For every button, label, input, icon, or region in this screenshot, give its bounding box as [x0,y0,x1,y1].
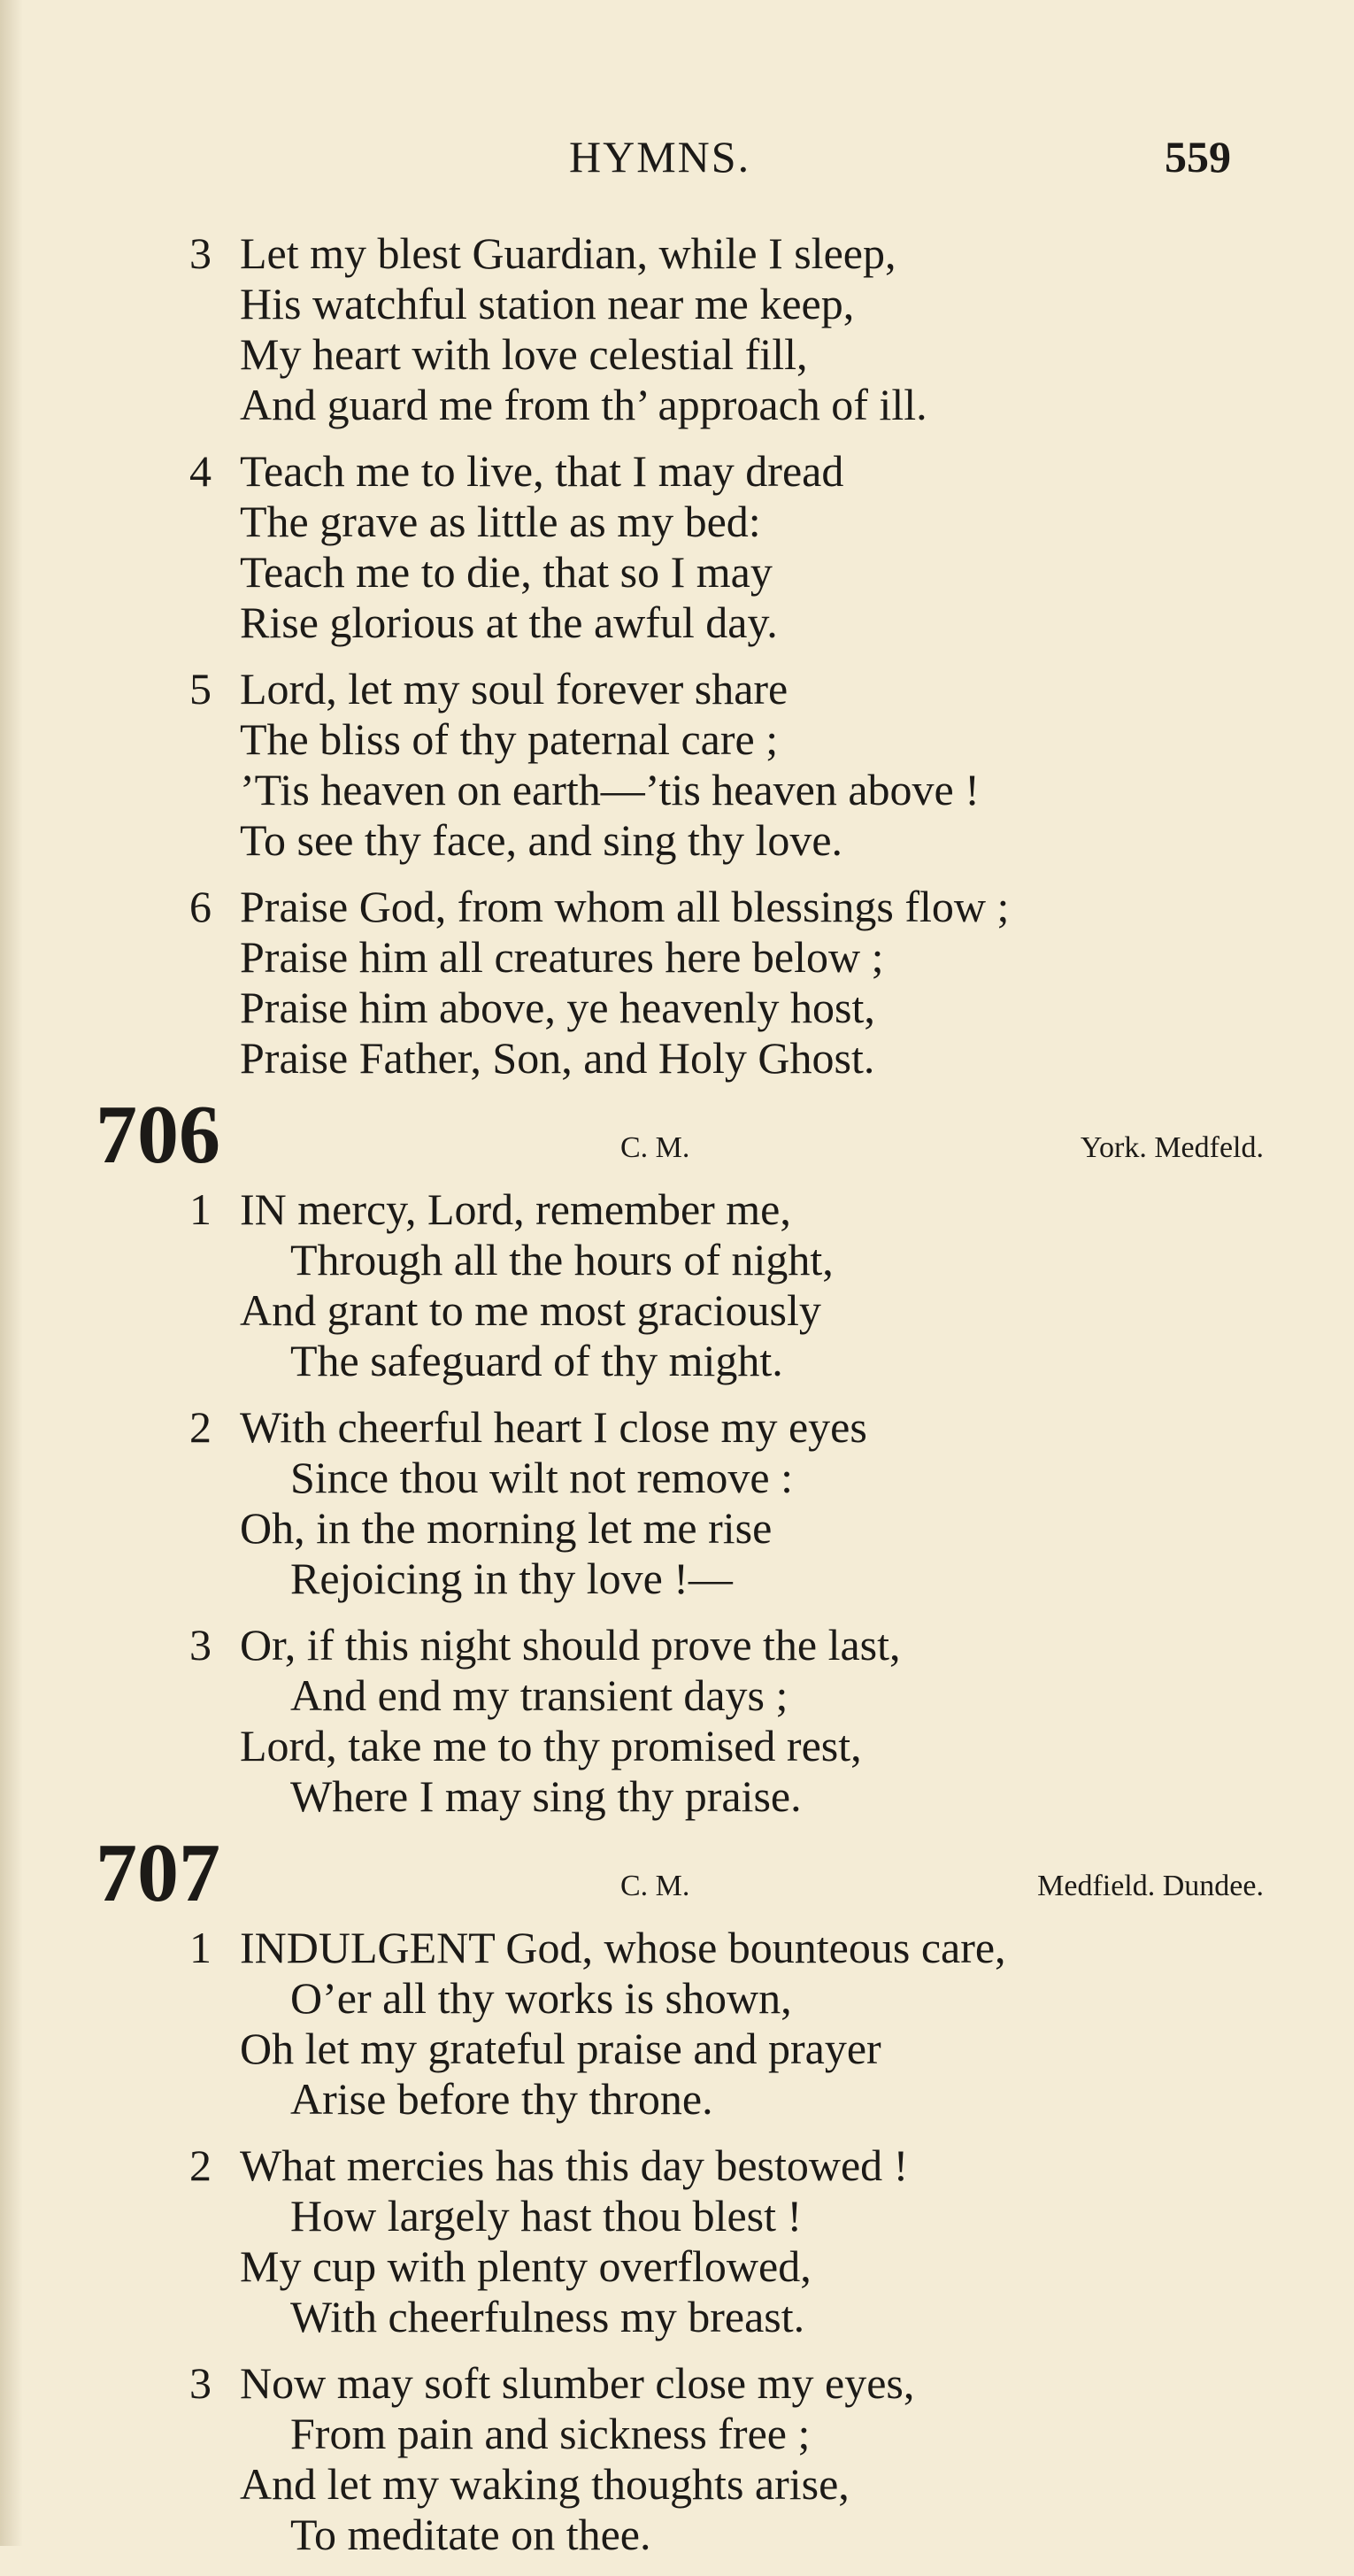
continued-hymn [96,228,1264,1084]
stanza-number: 3 [189,228,212,278]
hymn-meter: C. M. [620,1870,690,1902]
stanza-number: 2 [189,2140,212,2190]
page-number: 559 [1165,132,1231,181]
stanza-number: 5 [189,664,212,713]
verse-line [96,1554,1264,1604]
stanza-number: 4 [189,446,212,496]
verse-text: Teach me to die, that so I may [240,547,773,597]
verse-text: To see thy face, and sing thy love. [240,815,843,865]
verse-line [96,765,1264,815]
verse-text: Oh, in the morning let me rise [240,1503,773,1553]
stanza [96,2140,1264,2342]
verse-text: With cheerful heart I close my eyes [240,1402,867,1452]
verse-text: Praise him all creatures here below ; [240,932,884,982]
verse-line [96,1336,1264,1386]
verse-line [96,1503,1264,1554]
hymn-number: 707 [96,1827,220,1919]
verse-line [96,664,1264,714]
verse-text: Now may soft slumber close my eyes, [240,2358,915,2408]
verse-text: INDULGENT God, whose bounteous care, [240,1923,1006,1972]
verse-line [96,598,1264,648]
hymn-706 [96,1089,1264,1822]
stanza-number: 1 [189,1184,212,1234]
verse-text: IN mercy, Lord, remember me, [240,1184,791,1234]
verse-text: Praise Father, Son, and Holy Ghost. [240,1033,875,1083]
verse-line [96,2191,1264,2241]
verse-line [96,1620,1264,1670]
verse-line [96,1235,1264,1285]
verse-text: Let my blest Guardian, while I sleep, [240,228,896,278]
verse-text: The grave as little as my bed: [240,497,761,546]
verse-line [96,714,1264,765]
verse-line [96,1721,1264,1771]
stanza [96,664,1264,866]
verse-line [96,1033,1264,1084]
stanza-number: 1 [189,1923,212,1972]
verse-line [96,2510,1264,2560]
verse-text: My heart with love celestial fill, [240,329,808,379]
verse-line [96,2140,1264,2191]
stanza [96,446,1264,648]
verse-text: Where I may sing thy praise. [290,1771,802,1821]
verse-line [96,2292,1264,2342]
page-header [0,131,1354,184]
verse-line [96,2409,1264,2459]
verse-line [96,1453,1264,1503]
hymn-number: 706 [96,1089,220,1181]
verse-line [96,2459,1264,2510]
stanza-number: 6 [189,882,212,931]
verse-line [96,446,1264,497]
verse-line [96,279,1264,329]
verse-text: O’er all thy works is shown, [290,1973,792,2023]
stanza-number: 3 [189,1620,212,1670]
verse-text: Oh let my grateful praise and prayer [240,2024,881,2073]
verse-line [96,1184,1264,1235]
stanza [96,882,1264,1084]
stanza [96,1184,1264,1386]
verse-line [96,2358,1264,2409]
verse-line [96,497,1264,547]
verse-text: How largely hast thou blest ! [290,2191,803,2241]
verse-text: Through all the hours of night, [290,1235,834,1284]
hymn-meter: C. M. [620,1131,690,1164]
verse-text: Rise glorious at the awful day. [240,598,778,647]
verse-text: What mercies has this day bestowed ! [240,2140,909,2190]
running-title: HYMNS. [569,132,751,181]
verse-line [96,932,1264,983]
hymn-tunes: Medfield. Dundee. [1037,1870,1264,1902]
verse-text: Praise him above, ye heavenly host, [240,983,875,1032]
verse-line [96,2074,1264,2125]
verse-text: Rejoicing in thy love !— [290,1554,733,1603]
stanza-number: 3 [189,2358,212,2408]
verse-line [96,1402,1264,1453]
verse-text: ’Tis heaven on earth—’tis heaven above ! [240,765,980,814]
verse-text: And grant to me most graciously [240,1285,821,1335]
verse-text: And let my waking thoughts arise, [240,2459,850,2509]
verse-line [96,882,1264,932]
verse-line [96,983,1264,1033]
verse-text: Lord, let my soul forever share [240,664,789,713]
verse-line [96,1285,1264,1336]
verse-text: My cup with plenty overflowed, [240,2241,812,2291]
verse-text: Praise God, from whom all blessings flow ; [240,882,1010,931]
stanza [96,1402,1264,1604]
verse-text: Teach me to live, that I may dread [240,446,844,496]
verse-text: From pain and sickness free ; [290,2409,811,2458]
verse-text: Lord, take me to thy promised rest, [240,1721,862,1770]
verse-line [96,547,1264,598]
hymn-707 [96,1827,1264,2560]
stanza [96,2358,1264,2560]
verse-text: Since thou wilt not remove : [290,1453,793,1502]
hymn-heading [96,1089,1264,1184]
verse-text: His watchful station near me keep, [240,279,855,328]
stanza [96,1620,1264,1822]
verse-line [96,2024,1264,2074]
verse-text: The safeguard of thy might. [290,1336,783,1385]
verse-line [96,329,1264,380]
stanza [96,1923,1264,2125]
verse-text: With cheerfulness my breast. [290,2292,805,2341]
verse-text: Arise before thy throne. [290,2074,713,2124]
hymn-content [96,228,1264,2576]
page-gutter-shadow [0,0,23,2546]
verse-text: To meditate on thee. [290,2510,651,2559]
verse-line [96,1923,1264,1973]
verse-text: Or, if this night should prove the last, [240,1620,901,1670]
verse-line [96,815,1264,866]
verse-text: And end my transient days ; [290,1670,789,1720]
verse-text: And guard me from th’ approach of ill. [240,380,927,429]
verse-line [96,2241,1264,2292]
stanza [96,228,1264,430]
hymn-tunes: York. Medfeld. [1080,1131,1264,1164]
verse-line [96,380,1264,430]
verse-line [96,1670,1264,1721]
verse-line [96,1771,1264,1822]
verse-text: The bliss of thy paternal care ; [240,714,779,764]
stanza-number: 2 [189,1402,212,1452]
verse-line [96,228,1264,279]
verse-line [96,1973,1264,2024]
hymn-heading [96,1827,1264,1923]
